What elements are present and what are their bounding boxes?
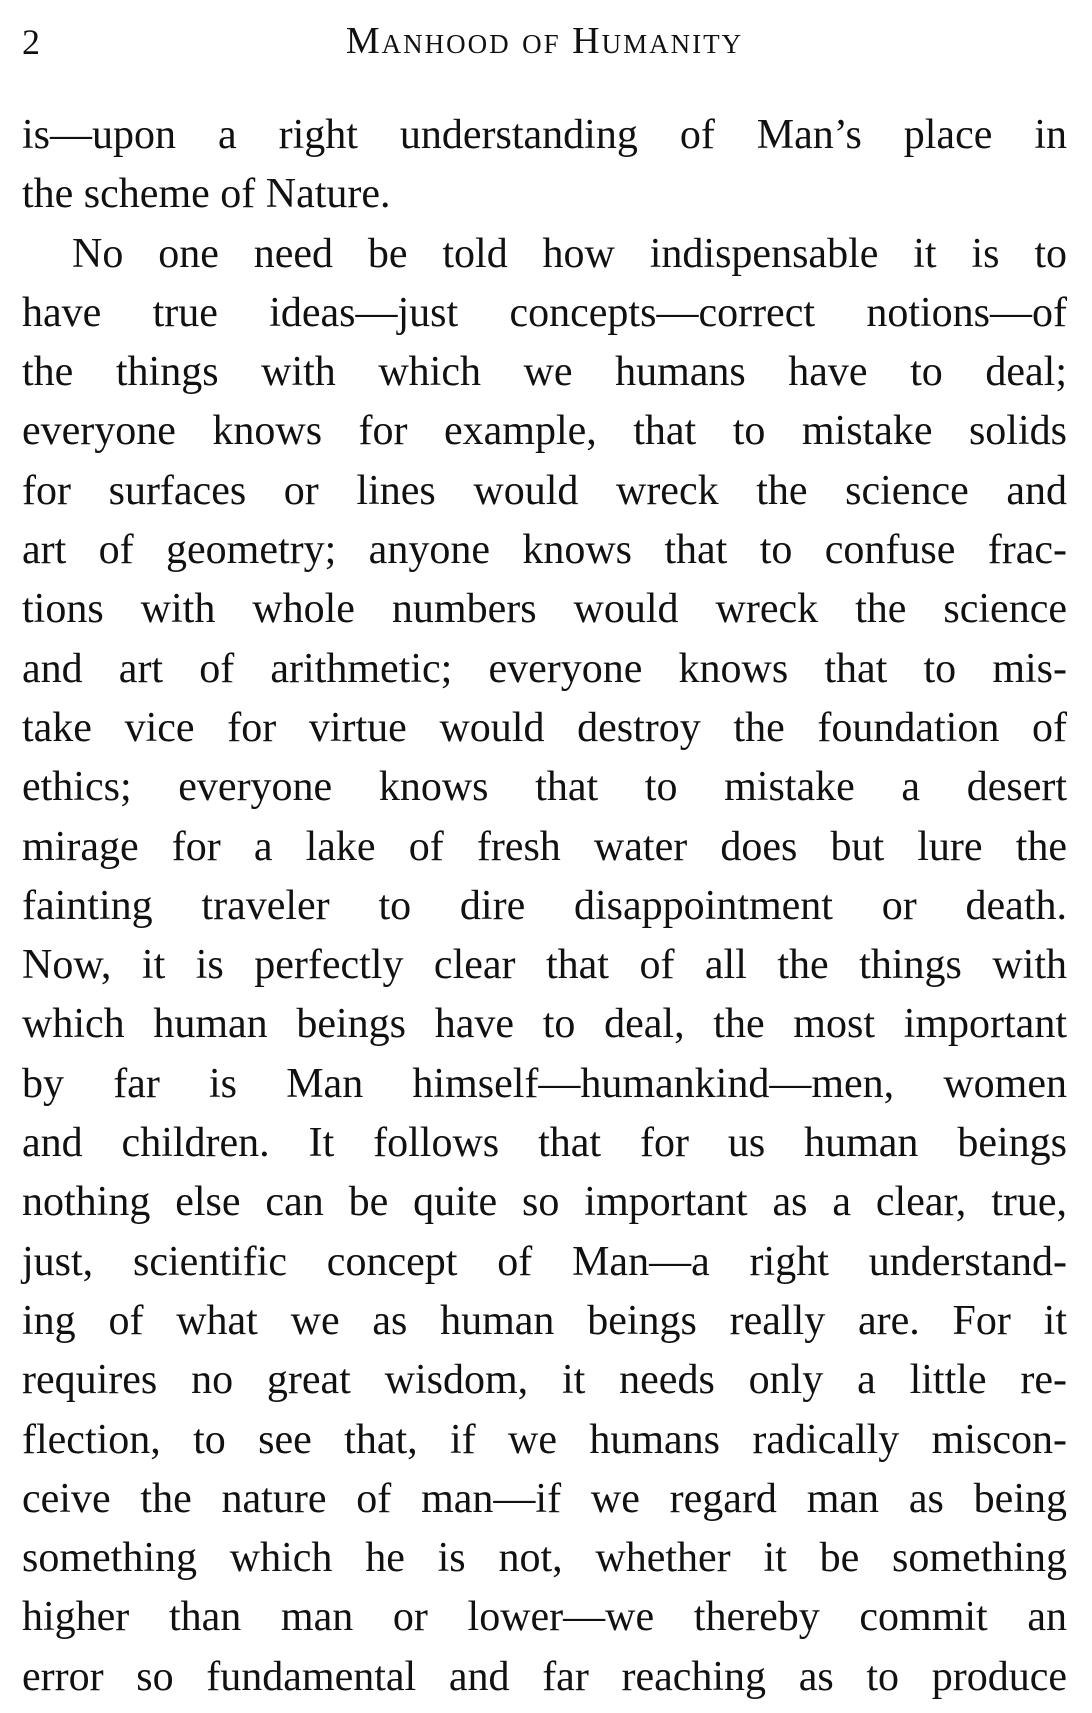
text-line: requires no great wisdom, it needs only a little re- <box>22 1357 1067 1404</box>
text-line: just, scientific concept of Man—a right understand- <box>22 1238 1067 1285</box>
text-line: error so fundamental and far reaching as to produce <box>22 1653 1067 1700</box>
text-line: and children. It follows that for us human beings <box>22 1120 1067 1167</box>
text-line: fainting traveler to dire disappointment or death. <box>22 882 1067 929</box>
text-line: everyone knows for example, that to mistake solids <box>22 408 1067 455</box>
text-line: the scheme of Nature. <box>22 171 391 218</box>
text-line: take vice for virtue would destroy the foundation of <box>22 704 1067 751</box>
running-title: Manhood of Humanity <box>345 20 744 62</box>
text-line: ethics; everyone knows that to mistake a desert <box>22 764 1067 811</box>
text-line: higher than man or lower—we thereby commit an <box>22 1594 1067 1641</box>
text-line: No one need be told how indispensable it is to <box>72 230 1067 277</box>
text-line: which human beings have to deal, the most important <box>22 1001 1067 1048</box>
body-text <box>22 106 1067 1707</box>
text-line: Now, it is perfectly clear that of all the things with <box>22 942 1067 989</box>
text-line: tions with whole numbers would wreck the science <box>22 586 1067 633</box>
page-number: 2 <box>22 22 40 62</box>
text-line: ceive the nature of man—if we regard man as being <box>22 1475 1067 1522</box>
text-line: have true ideas—just concepts—correct notions—of <box>22 289 1067 336</box>
text-line: art of geometry; anyone knows that to confuse frac- <box>22 527 1067 574</box>
text-line: the things with which we humans have to deal; <box>22 349 1067 396</box>
text-line: for surfaces or lines would wreck the science and <box>22 467 1067 514</box>
text-line: by far is Man himself—humankind—men, women <box>22 1060 1067 1107</box>
running-head <box>22 14 1067 74</box>
text-line: mirage for a lake of fresh water does but lure the <box>22 823 1067 870</box>
text-line: nothing else can be quite so important as a clear, true, <box>22 1179 1067 1226</box>
text-line: something which he is not, whether it be something <box>22 1535 1067 1582</box>
text-line: ing of what we as human beings really are. For it <box>22 1297 1067 1344</box>
text-line: is—upon a right understanding of Man’s place in <box>22 112 1067 158</box>
text-line: flection, to see that, if we humans radically miscon- <box>22 1416 1067 1463</box>
text-line: and art of arithmetic; everyone knows that to mis- <box>22 645 1067 692</box>
